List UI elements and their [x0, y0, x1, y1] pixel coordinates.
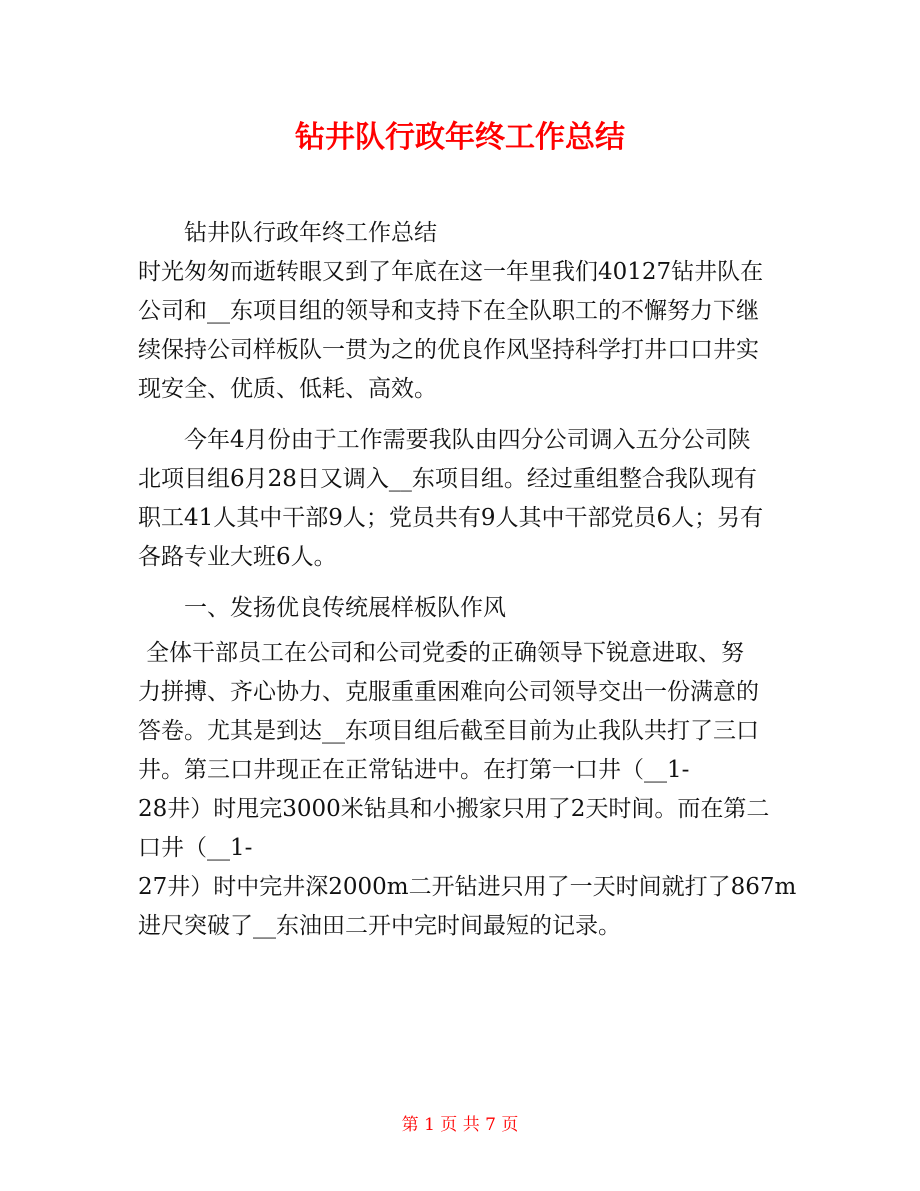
text-line: 现安全、优质、低耗、高效。: [138, 376, 437, 402]
text-line: 答卷。尤其是到达__东项目组后截至目前为止我队共打了三口: [138, 718, 759, 744]
document-body: [138, 214, 797, 958]
text-line: 力拼搏、齐心协力、克服重重困难向公司领导交出一份满意的: [138, 679, 759, 705]
paragraph-achievements: [138, 634, 797, 946]
paragraph-staffing: [138, 421, 786, 577]
section-heading-1: [138, 589, 786, 628]
text-line: 北项目组6月28日又调入__东项目组。经过重组整合我队现有: [138, 466, 757, 492]
text-line: 钻井队行政年终工作总结: [184, 220, 437, 246]
text-line: 27井）时中完井深2000m二开钻进只用了一天时间就打了867m: [138, 874, 797, 900]
text-line: 进尺突破了__东油田二开中完时间最短的记录。: [138, 913, 621, 939]
text-line: 井。第三口井现正在正常钻进中。在打第一口井（__1-: [138, 757, 690, 783]
document-title: 钻井队行政年终工作总结: [295, 120, 625, 155]
paragraph-intro: [138, 253, 786, 409]
text-line: 续保持公司样板队一贯为之的优良作风坚持科学打井口口井实: [138, 337, 759, 363]
text-line: 28井）时甩完3000米钻具和小搬家只用了2天时间。而在第二: [138, 796, 770, 822]
text-line: 时光匆匆而逝转眼又到了年底在这一年里我们40127钻井队在: [138, 259, 764, 285]
text-line: 各路专业大班6人。: [138, 544, 337, 570]
paragraph-subtitle: [138, 214, 786, 253]
text-line: 公司和__东项目组的领导和支持下在全队职工的不懈努力下继: [138, 298, 759, 324]
text-line: 今年4月份由于工作需要我队由四分公司调入五分公司陕: [184, 427, 751, 453]
text-line: 一、发扬优良传统展样板队作风: [184, 595, 506, 621]
page-footer: 第 1 页 共 7 页: [401, 1115, 519, 1135]
text-line: 职工41人其中干部9人；党员共有9人其中干部党员6人；另有: [138, 505, 764, 531]
text-line: 口井（__1-: [138, 835, 253, 861]
text-line: 全体干部员工在公司和公司党委的正确领导下锐意进取、努: [146, 640, 744, 666]
